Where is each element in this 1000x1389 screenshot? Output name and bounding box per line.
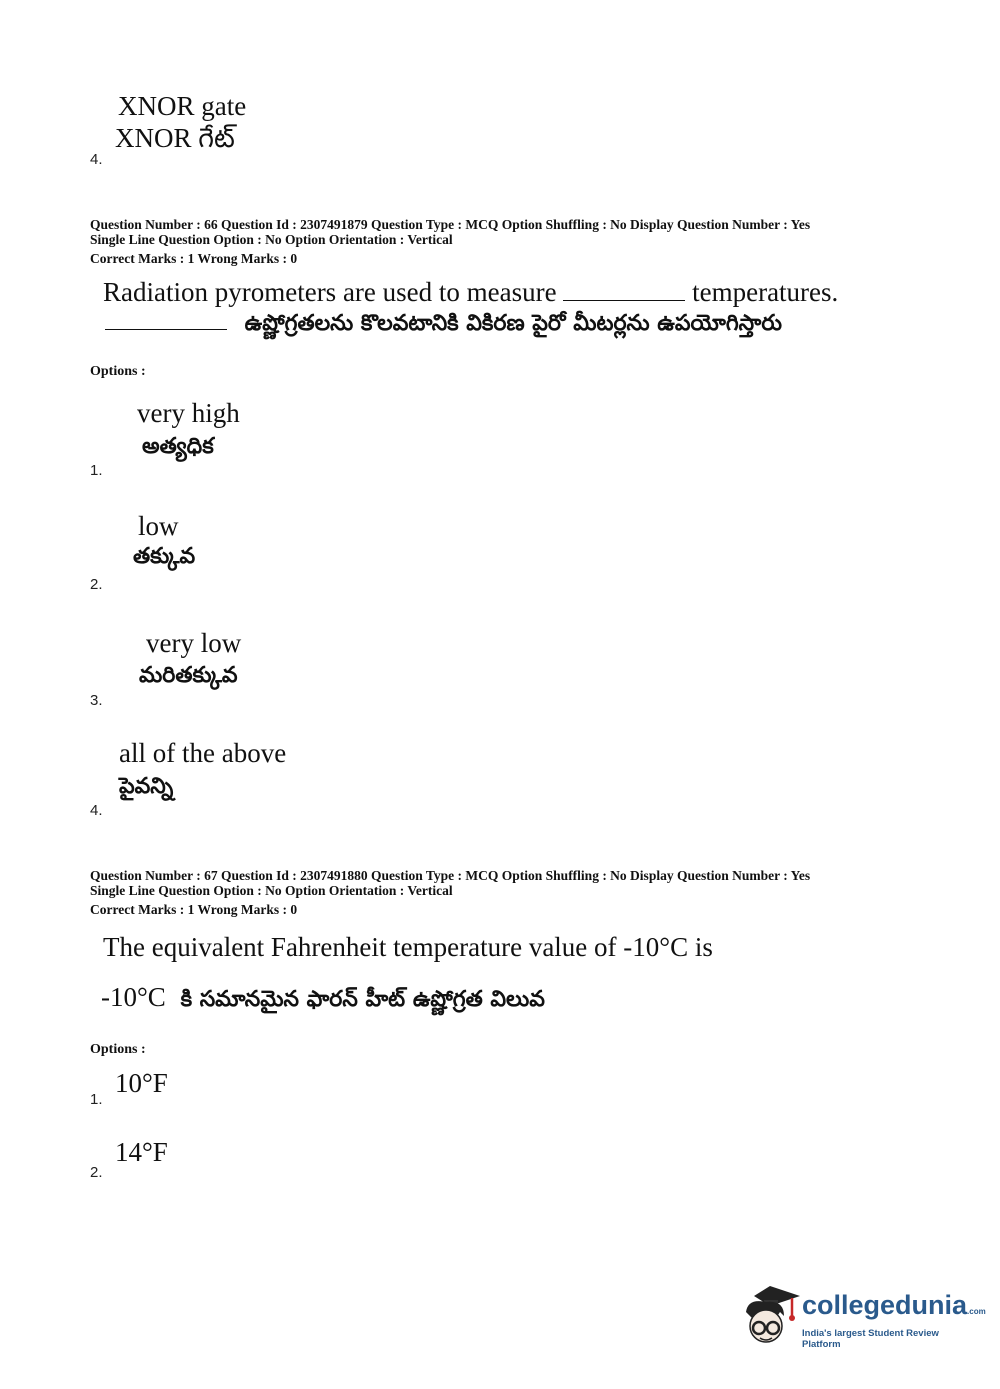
q66-question-en-part-2: temperatures. [692, 277, 839, 307]
q67-question-te-part-1: -10°C [101, 982, 166, 1012]
q67-meta-line-2: Single Line Question Option : No Option Orientation : Vertical [90, 883, 453, 898]
q67-option-1-number: 1. [90, 1091, 103, 1108]
q66-option-2-en: low [138, 511, 179, 541]
logo-wordmark [802, 1290, 986, 1321]
q67-question-te-line [101, 981, 545, 1016]
q66-option-1-en: very high [137, 398, 240, 428]
q66-options-label: Options : [90, 364, 146, 379]
q67-meta-line-1: Question Number : 67 Question Id : 2307491880 Question Type : MCQ Option Shuffling : No Display Question Number : Yes [90, 868, 811, 883]
q66-option-2-number: 2. [90, 576, 103, 593]
prev-option-4-te: XNOR గేట్ [115, 123, 235, 153]
q66-option-4-number: 4. [90, 802, 103, 819]
q66-option-2-te: తక్కువ [133, 544, 196, 569]
q66-option-1-number: 1. [90, 462, 103, 479]
prev-option-4-en: XNOR gate [118, 91, 247, 121]
q66-meta-line-3: Correct Marks : 1 Wrong Marks : 0 [90, 251, 298, 266]
q67-option-1-en: 10°F [115, 1068, 168, 1098]
q66-answer-blank [563, 278, 685, 301]
q66-meta-line-1: Question Number : 66 Question Id : 2307491879 Question Type : MCQ Option Shuffling : No Display Question Number : Yes [90, 217, 811, 232]
q66-option-4-en: all of the above [119, 738, 287, 768]
q66-question-en-part-1: Radiation pyrometers are used to measure [103, 277, 557, 307]
logo-name: collegedunia [802, 1290, 968, 1320]
q67-option-2-en: 14°F [115, 1137, 168, 1167]
logo-tagline: India's largest Student Review Platform [802, 1328, 939, 1350]
q66-answer-blank-te [105, 309, 227, 330]
q66-question-en [103, 276, 838, 308]
q67-meta-line-3: Correct Marks : 1 Wrong Marks : 0 [90, 902, 298, 917]
prev-option-4-number: 4. [90, 151, 103, 168]
q67-question-en: The equivalent Fahrenheit temperature value of -10°C is [103, 932, 713, 962]
student-mascot-icon [740, 1282, 802, 1352]
logo-suffix: .com [967, 1307, 986, 1316]
q67-question-te-part-2: కి సమానమైన ఫారన్ హీట్ ఉష్ణోగ్రత విలువ [180, 987, 545, 1012]
q67-option-2-number: 2. [90, 1164, 103, 1181]
q66-option-1-te: అత్యధిక [142, 434, 214, 459]
q67-options-label: Options : [90, 1042, 146, 1057]
q66-option-4-te: పైవన్ని [119, 774, 174, 799]
q66-option-3-en: very low [146, 628, 242, 658]
q66-question-te-text: ఉష్ణోగ్రతలను కొలవటానికి వికిరణ పైరో మీటర్లను ఉపయోగిస్తారు [244, 311, 782, 336]
q66-question-te [105, 308, 782, 340]
collegedunia-logo [740, 1282, 986, 1352]
q66-meta-line-2: Single Line Question Option : No Option Orientation : Vertical [90, 232, 453, 247]
q66-option-3-te: మరితక్కువ [139, 663, 238, 688]
q66-option-3-number: 3. [90, 692, 103, 709]
